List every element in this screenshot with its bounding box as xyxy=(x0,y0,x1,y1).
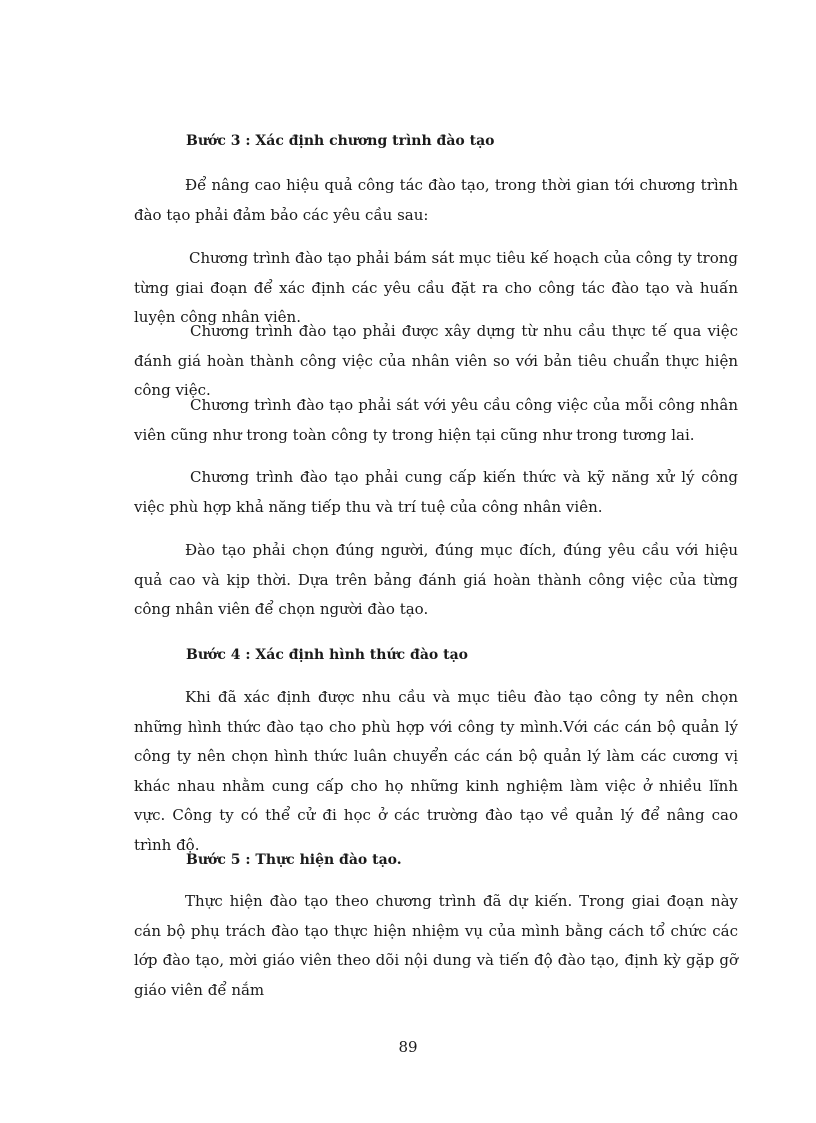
step5-body-paragraph: Thực hiện đào tạo theo chương trình đã dự kiến. Trong giai đoạn này cán bộ phụ trách đào tạo thực hiện nhiệm vụ của mình bằng cách tổ chức các lớp đào tạo, mời giáo viên theo dõi nội dung và tiến độ đào tạo, định kỳ gặp gỡ giáo viên để nắm xyxy=(134,892,738,999)
step3-heading: Bước 3 : Xác định chương trình đào tạo xyxy=(186,133,495,149)
page-number: 89 xyxy=(398,1038,418,1056)
step3-closing-paragraph: Đào tạo phải chọn đúng người, đúng mục đích, đúng yêu cầu với hiệu quả cao và kịp thời. Dựa trên bảng đánh giá hoàn thành công việc của từng công nhân viên để chọn người đào tạo. xyxy=(134,541,738,618)
requirement-paragraph-1: Chương trình đào tạo phải bám sát mục tiêu kế hoạch của công ty trong từng giai đoạn để xác định các yêu cầu đặt ra cho công tác đào tạo và huấn luyện công nhân viên. xyxy=(134,249,738,326)
requirement-paragraph-4: Chương trình đào tạo phải cung cấp kiến thức và kỹ năng xử lý công việc phù hợp khả năng tiếp thu và trí tuệ của công nhân viên. xyxy=(134,468,738,516)
step5-heading: Bước 5 : Thực hiện đào tạo. xyxy=(186,852,402,868)
step3-intro-paragraph: Để nâng cao hiệu quả công tác đào tạo, trong thời gian tới chương trình đào tạo phải đảm bảo các yêu cầu sau: xyxy=(134,176,738,224)
requirement-paragraph-3: Chương trình đào tạo phải sát với yêu cầu công việc của mỗi công nhân viên cũng như trong toàn công ty trong hiện tại cũng như trong tương lai. xyxy=(134,396,738,444)
requirement-paragraph-2: Chương trình đào tạo phải được xây dựng từ nhu cầu thực tế qua việc đánh giá hoàn thành công việc của nhân viên so với bản tiêu chuẩn thực hiện công việc. xyxy=(134,322,738,399)
step4-body-paragraph: Khi đã xác định được nhu cầu và mục tiêu đào tạo công ty nên chọn những hình thức đào tạo cho phù hợp với công ty mình.Với các cán bộ quản lý công ty nên chọn hình thức luân chuyển các cán bộ quản lý làm các cương vị khác nhau nhằm cung cấp cho họ những kinh nghiệm làm việc ở nhiều lĩnh vực. Công ty có thể cử đi học ở các trường đào tạo về quản lý để nâng cao trình độ. xyxy=(134,688,738,854)
step4-heading: Bước 4 : Xác định hình thức đào tạo xyxy=(186,647,468,663)
